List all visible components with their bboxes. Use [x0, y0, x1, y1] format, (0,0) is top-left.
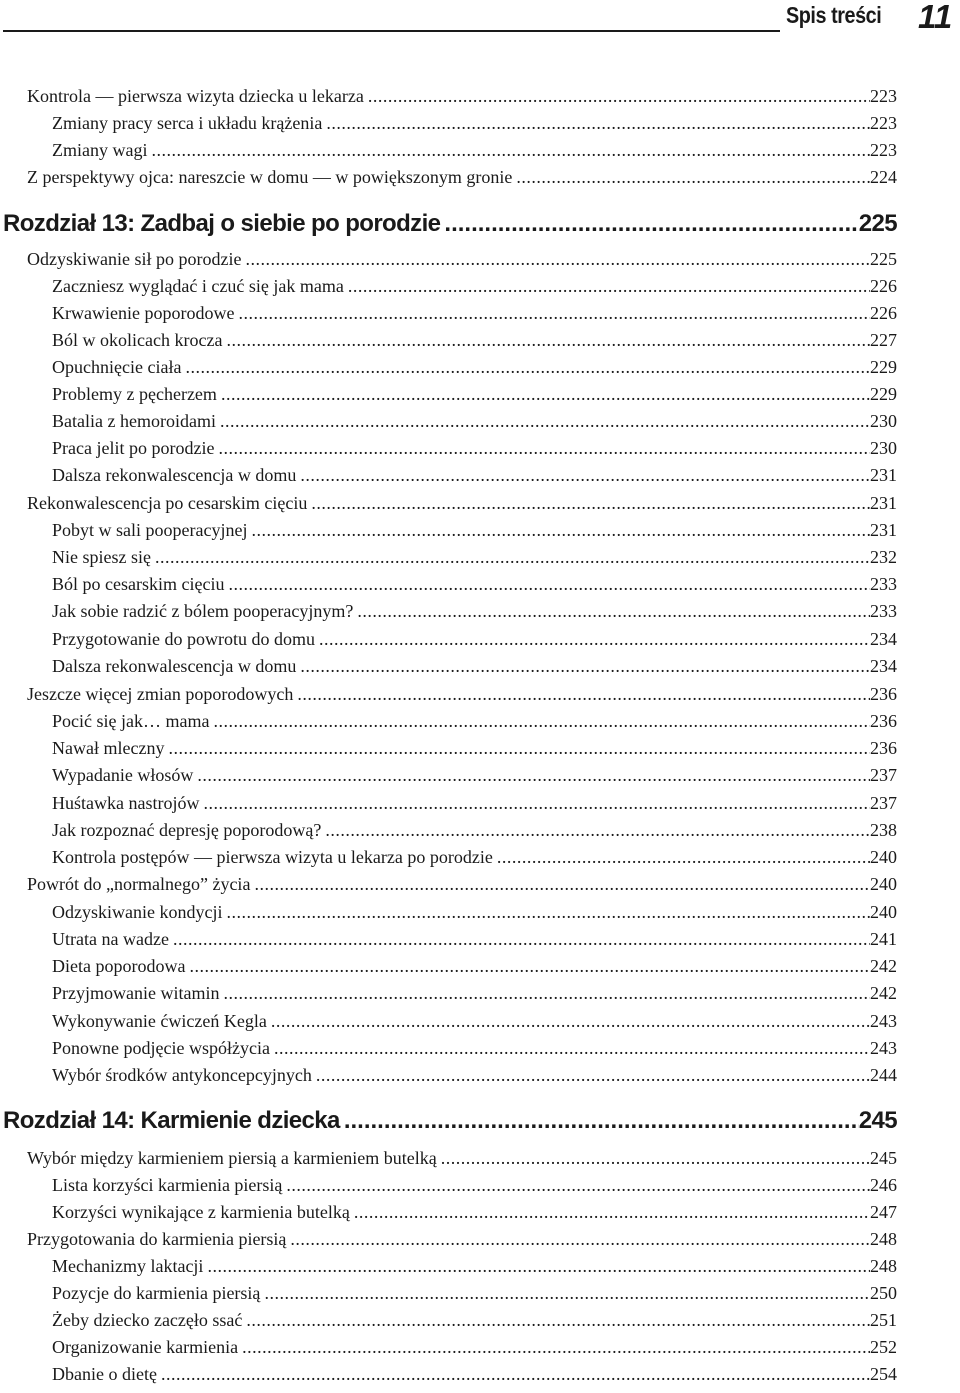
toc-entry-title: Przygotowanie do powrotu do domu — [52, 629, 315, 649]
toc-entry-title: Wybór między karmieniem piersią a karmieniem butelką — [27, 1148, 437, 1168]
toc-entry-title: Kontrola — pierwsza wizyta dziecka u lekarza — [27, 86, 364, 106]
toc-entry-title: Zaczniesz wyglądać i czuć się jak mama — [52, 276, 344, 296]
toc-entry-title: Jak sobie radzić z bólem pooperacyjnym? — [52, 601, 354, 621]
toc-page-number: 236 — [870, 684, 897, 704]
toc-entry-title: Dalsza rekonwalescencja w domu — [52, 656, 297, 676]
toc-page-number: 224 — [870, 167, 897, 187]
toc-page-number: 223 — [870, 86, 897, 106]
toc-dot-leader — [161, 1364, 870, 1385]
toc-dot-leader — [357, 601, 870, 622]
toc-entry — [52, 438, 897, 465]
toc-entry-title: Nawał mleczny — [52, 738, 165, 758]
toc-page-number: 247 — [870, 1202, 897, 1222]
toc-entry-title: Ponowne podjęcie współżycia — [52, 1038, 270, 1058]
toc-chapter-entry — [3, 1107, 897, 1141]
toc-page-number: 243 — [870, 1011, 897, 1031]
toc-entry — [52, 956, 897, 983]
toc-entry — [52, 465, 897, 492]
toc-entry — [52, 601, 897, 628]
toc-entry-title: Ból po cesarskim cięciu — [52, 574, 225, 594]
toc-entry — [52, 411, 897, 438]
toc-entry — [52, 1011, 897, 1038]
toc-entry — [52, 357, 897, 384]
toc-entry-title: Huśtawka nastrojów — [52, 793, 200, 813]
toc-entry-title: Organizowanie karmienia — [52, 1337, 239, 1357]
toc-entry-title: Jak rozpoznać depresję poporodową? — [52, 820, 322, 840]
toc-dot-leader — [242, 1337, 870, 1358]
toc-entry — [52, 384, 897, 411]
toc-dot-leader — [290, 1229, 870, 1250]
toc-entry — [52, 629, 897, 656]
toc-entry — [52, 902, 897, 929]
toc-page-number: 234 — [870, 629, 897, 649]
toc-dot-leader — [207, 1256, 870, 1277]
toc-page-number: 251 — [870, 1310, 897, 1330]
toc-page-number: 236 — [870, 711, 897, 731]
toc-dot-leader — [354, 1202, 870, 1223]
toc-entry-title: Ból w okolicach krocza — [52, 330, 223, 350]
toc-entry — [52, 276, 897, 303]
toc-entry — [27, 86, 897, 113]
toc-page-number: 223 — [870, 140, 897, 160]
toc-dot-leader — [497, 847, 870, 868]
toc-dot-leader — [189, 956, 870, 977]
toc-dot-leader — [441, 1148, 870, 1169]
toc-page-number: 242 — [870, 983, 897, 1003]
toc-entry-title: Opuchnięcie ciała — [52, 357, 182, 377]
toc-entry — [27, 1148, 897, 1175]
toc-entry — [27, 684, 897, 711]
toc-dot-leader — [173, 929, 870, 950]
toc-page-number: 240 — [870, 902, 897, 922]
toc-entry-title: Powrót do „normalnego” życia — [27, 874, 251, 894]
toc-page-number: 245 — [858, 1107, 897, 1134]
toc-page-number: 233 — [870, 574, 897, 594]
toc-page-number: 237 — [870, 765, 897, 785]
toc-page-number: 236 — [870, 738, 897, 758]
toc-page-number: 252 — [870, 1337, 897, 1357]
toc-page-number: 240 — [870, 874, 897, 894]
toc-dot-leader — [155, 547, 870, 568]
toc-entry-title: Pozycje do karmienia piersią — [52, 1283, 261, 1303]
toc-entry-title: Mechanizmy laktacji — [52, 1256, 204, 1276]
toc-dot-leader — [444, 210, 858, 238]
toc-dot-leader — [344, 1107, 859, 1135]
toc-entry — [52, 303, 897, 330]
toc-entry — [52, 1065, 897, 1092]
toc-entry-title: Pobyt w sali pooperacyjnej — [52, 520, 248, 540]
toc-entry — [52, 656, 897, 683]
toc-entry-title: Przyjmowanie witamin — [52, 983, 220, 1003]
toc-entry — [52, 113, 897, 140]
toc-entry — [52, 1310, 897, 1337]
toc-page-number: 250 — [870, 1283, 897, 1303]
toc-page-number: 227 — [870, 330, 897, 350]
toc-entry-title: Zmiany wagi — [52, 140, 148, 160]
toc-page-number: 241 — [870, 929, 897, 949]
toc-page-number: 223 — [870, 113, 897, 133]
toc-entry — [52, 1364, 897, 1391]
toc-dot-leader — [311, 493, 870, 514]
toc-entry — [27, 874, 897, 901]
toc-entry — [52, 847, 897, 874]
toc-dot-leader — [274, 1038, 870, 1059]
toc-entry-title: Praca jelit po porodzie — [52, 438, 215, 458]
toc-page-number: 230 — [870, 438, 897, 458]
toc-dot-leader — [368, 86, 870, 107]
toc-entry-title: Dieta poporodowa — [52, 956, 186, 976]
toc-entry — [52, 1337, 897, 1364]
toc-dot-leader — [297, 684, 870, 705]
toc-entry-title: Z perspektywy ojca: nareszcie w domu — w powiększonym gronie — [27, 167, 513, 187]
toc-dot-leader — [226, 902, 870, 923]
toc-page-number: 234 — [870, 656, 897, 676]
toc-entry-title: Jeszcze więcej zmian poporodowych — [27, 684, 294, 704]
toc-dot-leader — [203, 793, 870, 814]
toc-page-number: 229 — [870, 357, 897, 377]
toc-entry-title: Wypadanie włosów — [52, 765, 194, 785]
toc-dot-leader — [226, 330, 870, 351]
toc-entry — [52, 711, 897, 738]
toc-entry-title: Batalia z hemoroidami — [52, 411, 216, 431]
toc-dot-leader — [185, 357, 870, 378]
toc-entry — [52, 929, 897, 956]
toc-page-number: 232 — [870, 547, 897, 567]
toc-dot-leader — [238, 303, 870, 324]
toc-entry — [52, 793, 897, 820]
toc-dot-leader — [325, 820, 870, 841]
toc-entry-title: Dbanie o dietę — [52, 1364, 157, 1384]
toc-page-number: 231 — [870, 520, 897, 540]
toc-entry-title: Wykonywanie ćwiczeń Kegla — [52, 1011, 267, 1031]
toc-entry — [52, 1175, 897, 1202]
toc-page-number: 238 — [870, 820, 897, 840]
toc-dot-leader — [168, 738, 870, 759]
toc-dot-leader — [220, 411, 870, 432]
toc-entry-title: Nie spiesz się — [52, 547, 151, 567]
toc-chapter-entry — [3, 210, 897, 244]
toc-entry-title: Odzyskiwanie sił po porodzie — [27, 249, 242, 269]
toc-page-number: 231 — [870, 465, 897, 485]
toc-page-number: 254 — [870, 1364, 897, 1384]
toc-entry — [52, 547, 897, 574]
toc-page-number: 226 — [870, 276, 897, 296]
toc-dot-leader — [348, 276, 870, 297]
toc-dot-leader — [264, 1283, 870, 1304]
toc-dot-leader — [228, 574, 870, 595]
toc-page-number: 233 — [870, 601, 897, 621]
toc-page-number: 229 — [870, 384, 897, 404]
toc-dot-leader — [516, 167, 870, 188]
toc-entry — [52, 520, 897, 547]
toc-page-number: 240 — [870, 847, 897, 867]
toc-entry — [27, 1229, 897, 1256]
toc-entry-title: Żeby dziecko zaczęło ssać — [52, 1310, 243, 1330]
toc-dot-leader — [326, 113, 870, 134]
toc-entry — [52, 820, 897, 847]
toc-entry-title: Pocić się jak… mama — [52, 711, 210, 731]
toc-dot-leader — [223, 983, 870, 1004]
toc-page-number: 245 — [870, 1148, 897, 1168]
toc-page-number: 225 — [858, 210, 897, 237]
toc-dot-leader — [213, 711, 870, 732]
toc-page-number: 243 — [870, 1038, 897, 1058]
toc-entry — [52, 738, 897, 765]
toc-dot-leader — [300, 656, 870, 677]
toc-dot-leader — [151, 140, 870, 161]
toc-entry — [52, 1202, 897, 1229]
toc-entry — [52, 983, 897, 1010]
toc-entry-title: Utrata na wadze — [52, 929, 169, 949]
toc-entry — [27, 167, 897, 194]
toc-dot-leader — [245, 249, 870, 270]
toc-page-number: 230 — [870, 411, 897, 431]
toc-dot-leader — [300, 465, 870, 486]
toc-entry-title: Zmiany pracy serca i układu krążenia — [52, 113, 323, 133]
toc-page-number: 246 — [870, 1175, 897, 1195]
toc-entry — [27, 493, 897, 520]
toc-entry-title: Wybór środków antykoncepcyjnych — [52, 1065, 312, 1085]
toc-entry — [52, 1283, 897, 1310]
toc-entry-title: Korzyści wynikające z karmienia butelką — [52, 1202, 350, 1222]
toc-entry-title: Problemy z pęcherzem — [52, 384, 217, 404]
toc-entry — [27, 249, 897, 276]
toc-entry-title: Przygotowania do karmienia piersią — [27, 1229, 287, 1249]
toc-dot-leader — [246, 1310, 870, 1331]
toc-entry-title: Lista korzyści karmienia piersią — [52, 1175, 283, 1195]
toc-entry — [52, 1256, 897, 1283]
toc-entry — [52, 574, 897, 601]
running-header-title: Spis treści — [786, 2, 882, 28]
header-rule — [3, 30, 780, 32]
toc-entry-title: Dalsza rekonwalescencja w domu — [52, 465, 297, 485]
toc-entry-title: Rekonwalescencja po cesarskim cięciu — [27, 493, 308, 513]
running-header-page-number: 11 — [918, 0, 953, 35]
toc-entry — [52, 140, 897, 167]
toc-page-number: 231 — [870, 493, 897, 513]
toc-dot-leader — [286, 1175, 870, 1196]
toc-dot-leader — [197, 765, 870, 786]
toc-page-number: 244 — [870, 1065, 897, 1085]
toc-entry — [52, 765, 897, 792]
toc-entry — [52, 330, 897, 357]
toc-entry-title: Rozdział 13: Zadbaj o siebie po porodzie — [3, 210, 441, 237]
toc-dot-leader — [221, 384, 870, 405]
toc-dot-leader — [251, 520, 870, 541]
toc-page-number: 248 — [870, 1256, 897, 1276]
toc-page-number: 248 — [870, 1229, 897, 1249]
toc-dot-leader — [319, 629, 870, 650]
toc-page-number: 237 — [870, 793, 897, 813]
toc-dot-leader — [271, 1011, 870, 1032]
toc-entry-title: Odzyskiwanie kondycji — [52, 902, 223, 922]
toc-dot-leader — [218, 438, 870, 459]
toc-entry — [52, 1038, 897, 1065]
toc-entry-title: Kontrola postępów — pierwsza wizyta u lekarza po porodzie — [52, 847, 493, 867]
toc-entry-title: Krwawienie poporodowe — [52, 303, 235, 323]
toc-page-number: 226 — [870, 303, 897, 323]
toc-page-number: 242 — [870, 956, 897, 976]
toc-entry-title: Rozdział 14: Karmienie dziecka — [3, 1107, 340, 1134]
toc-dot-leader — [316, 1065, 870, 1086]
toc-page-number: 225 — [870, 249, 897, 269]
toc-dot-leader — [254, 874, 870, 895]
